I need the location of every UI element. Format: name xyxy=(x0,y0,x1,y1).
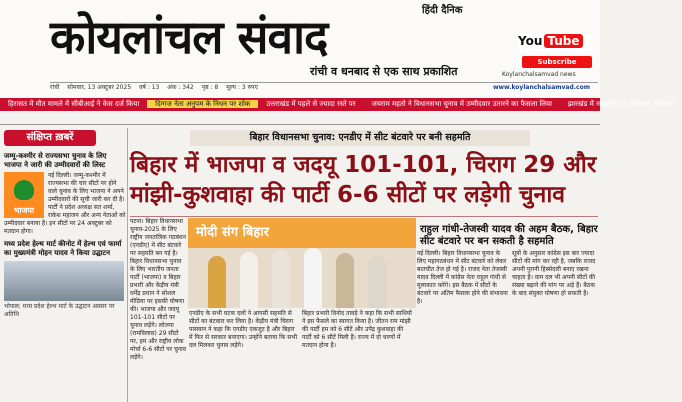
side-story-column-2: सूत्रों के अनुसार कांग्रेस इस बार ज्यादा सीटों की मांग कर रही है, जबकि राजद अपनी पुरानी हिस्सेदारी बनाए रखना चाहता है। वाम दल भी अपनी सीटों की संख्या बढ़ाने की मांग पर अड़े हैं। बैठक के बाद संयुक्त घोषणा हो सकती है। xyxy=(512,250,596,297)
person-figure xyxy=(208,256,226,308)
website-link[interactable]: www.koylanchalsamvad.com xyxy=(492,84,590,91)
ticker-item[interactable]: जयराम महतो ने विधानसभा चुनाव में उम्मीदवार उतारने का फैसला लिया xyxy=(371,100,552,108)
dateline-city: रांची xyxy=(50,84,60,91)
side-story-column-1: नई दिल्ली। बिहार विधानसभा चुनाव के लिए महागठबंधन में सीट बंटवारे को लेकर बातचीत तेज हो गई है। राजद नेता तेजस्वी यादव दिल्ली में कांग्रेस नेता राहुल गांधी से मुलाकात करेंगे। इस बैठक में सीटों के बंटवारे पर अंतिम फैसला होने की संभावना है। xyxy=(417,250,508,305)
ticker-item[interactable]: उत्तराखंड में पहले से ज्यादा रस्ते पर xyxy=(266,100,356,108)
masthead-subtitle: रांची व धनबाद से एक साथ प्रकाशित xyxy=(310,65,458,78)
person-figure xyxy=(336,253,354,308)
lead-body-column-3: बिहार प्रभारी विनोद तावड़े ने कहा कि सभी साथियों ने इस फैसले का स्वागत किया है। जीतन राम मांझी की पार्टी हम को 6 सीटें और उपेंद्र कुशवाहा की पार्टी को 6 सीटें मिली हैं। राज्य में दो चरणों में मतदान होना है। xyxy=(302,310,412,349)
rally-banner-text: मोदी संग बिहार xyxy=(196,225,269,240)
person-figure xyxy=(304,248,322,308)
divider xyxy=(0,124,600,125)
person-figure xyxy=(272,250,290,308)
brief-story-headline: जम्मू-कश्मीर से राज्यसभा चुनाव के लिए भाजपा ने जारी की उम्मीदवारों की लिस्ट xyxy=(4,152,107,169)
brief-news-column xyxy=(4,152,126,402)
dateline-price: मूल्य : 3 रुपए xyxy=(226,84,258,91)
youtube-logo[interactable] xyxy=(518,34,592,52)
ticker-item[interactable]: दिग्गज नेता अनुपम के निधन पर शोक xyxy=(147,100,258,108)
masthead-kicker: हिंदी दैनिक xyxy=(422,5,463,16)
dateline xyxy=(50,82,598,95)
column-divider xyxy=(127,128,128,402)
ticker-item[interactable]: झारखंड में नक्सलियों के खिलाफ अभियान xyxy=(567,100,675,108)
divider xyxy=(130,216,598,217)
lead-headline-line-2: मांझी-कुशवाहा की पार्टी 6-6 सीटों पर लड़ेगी चुनाव xyxy=(130,182,566,208)
dateline-issue: अंक : 342 xyxy=(167,84,194,91)
side-story-headline: राहुल गांधी-तेजस्वी यादव की अहम बैठक, बिहार सीट बंटवारे पर बन सकती है सहमति xyxy=(420,224,598,247)
lead-headline-line-1: बिहार में भाजपा व जदयू 101-101, चिराग 29 और xyxy=(130,152,597,178)
person-figure xyxy=(368,256,386,308)
youtube-logo-you: You xyxy=(518,34,543,48)
event-photo xyxy=(4,261,124,301)
lead-headline xyxy=(130,150,598,210)
lead-body-column-1: पटना। बिहार विधानसभा चुनाव-2025 के लिए राष्ट्रीय जनतांत्रिक गठबंधन (एनडीए) में सीट बंटवारे पर सहमति बन गई है। बिहार विधानसभा चुनाव के लिए भारतीय जनता पार्टी (भाजपा) व बिहार प्रभारी और केंद्रीय मंत्री धर्मेंद्र प्रधान ने सोशल मीडिया पर इसकी घोषणा की। भाजपा और जदयू 101-101 सीटों पर चुनाव लड़ेंगे। लोजपा (रामविलास) 29 सीटों पर, हम और राष्ट्रीय लोक मोर्चा 6-6 सीटों पर चुनाव लड़ेंगे। xyxy=(130,218,187,361)
rally-photo xyxy=(188,218,416,308)
newspaper-title: कोयलांचल संवाद xyxy=(50,10,328,64)
lead-kicker: बिहार विधानसभा चुनाव: एनडीए में सीट बंटवारे पर बनी सहमति xyxy=(190,130,530,146)
brief-story2-headline: मध्य प्रदेश हेल्थ मार्ट कीनोट में हेल्थ एवं फार्मा का मुख्यमंत्री मोहन यादव ने किया उद्घाटन xyxy=(4,240,122,257)
event-photo-caption: भोपाल: मध्य प्रदेश हेल्थ मार्ट के उद्घाटन अवसर पर अतिथि xyxy=(4,303,115,318)
brief-story-body: नई दिल्ली। जम्मू-कश्मीर में राज्यसभा की चार सीटों पर होने वाले चुनाव के लिए भाजपा ने अपने उम्मीदवारों की सूची जारी कर दी है। पार्टी ने प्रदेश अध्यक्ष सत शर्मा, राकेश महाजन और अन्य नेताओं को उम्मीदवार बनाया है। इन सीटों पर 24 अक्टूबर को मतदान होगा। xyxy=(4,172,126,235)
brief-news-heading: संक्षिप्त ख़बरें xyxy=(4,130,96,146)
youtube-logo-tube: Tube xyxy=(544,34,582,48)
dateline-year: वर्ष : 13 xyxy=(139,84,160,91)
youtube-subscribe-button[interactable]: Subscribe xyxy=(522,56,592,68)
dateline-pages: पृष्ठ : 8 xyxy=(201,84,219,91)
ticker-item[interactable]: हिरासत में मौत मामले में सीबीआई ने केस दर्ज किया xyxy=(8,100,140,108)
bjp-logo-label: भाजपा xyxy=(13,206,35,215)
dateline-date: सोमवार, 13 अक्टूबर 2025 xyxy=(67,84,132,91)
bjp-logo xyxy=(4,172,44,218)
news-ticker xyxy=(0,98,675,111)
lotus-icon xyxy=(14,180,34,200)
person-figure xyxy=(240,252,258,308)
youtube-channel-name: Koylanchalsamvad news xyxy=(502,71,576,78)
lead-body-column-2: एनडीए के सभी घटक दलों ने आपसी सहमति से सीटों का बंटवारा कर लिया है। केंद्रीय मंत्री चिराग पासवान ने कहा कि एनडीए एकजुट है और बिहार में फिर से सरकार बनाएगा। उन्होंने बताया कि सभी दल मिलकर चुनाव लड़ेंगे। xyxy=(189,310,298,349)
